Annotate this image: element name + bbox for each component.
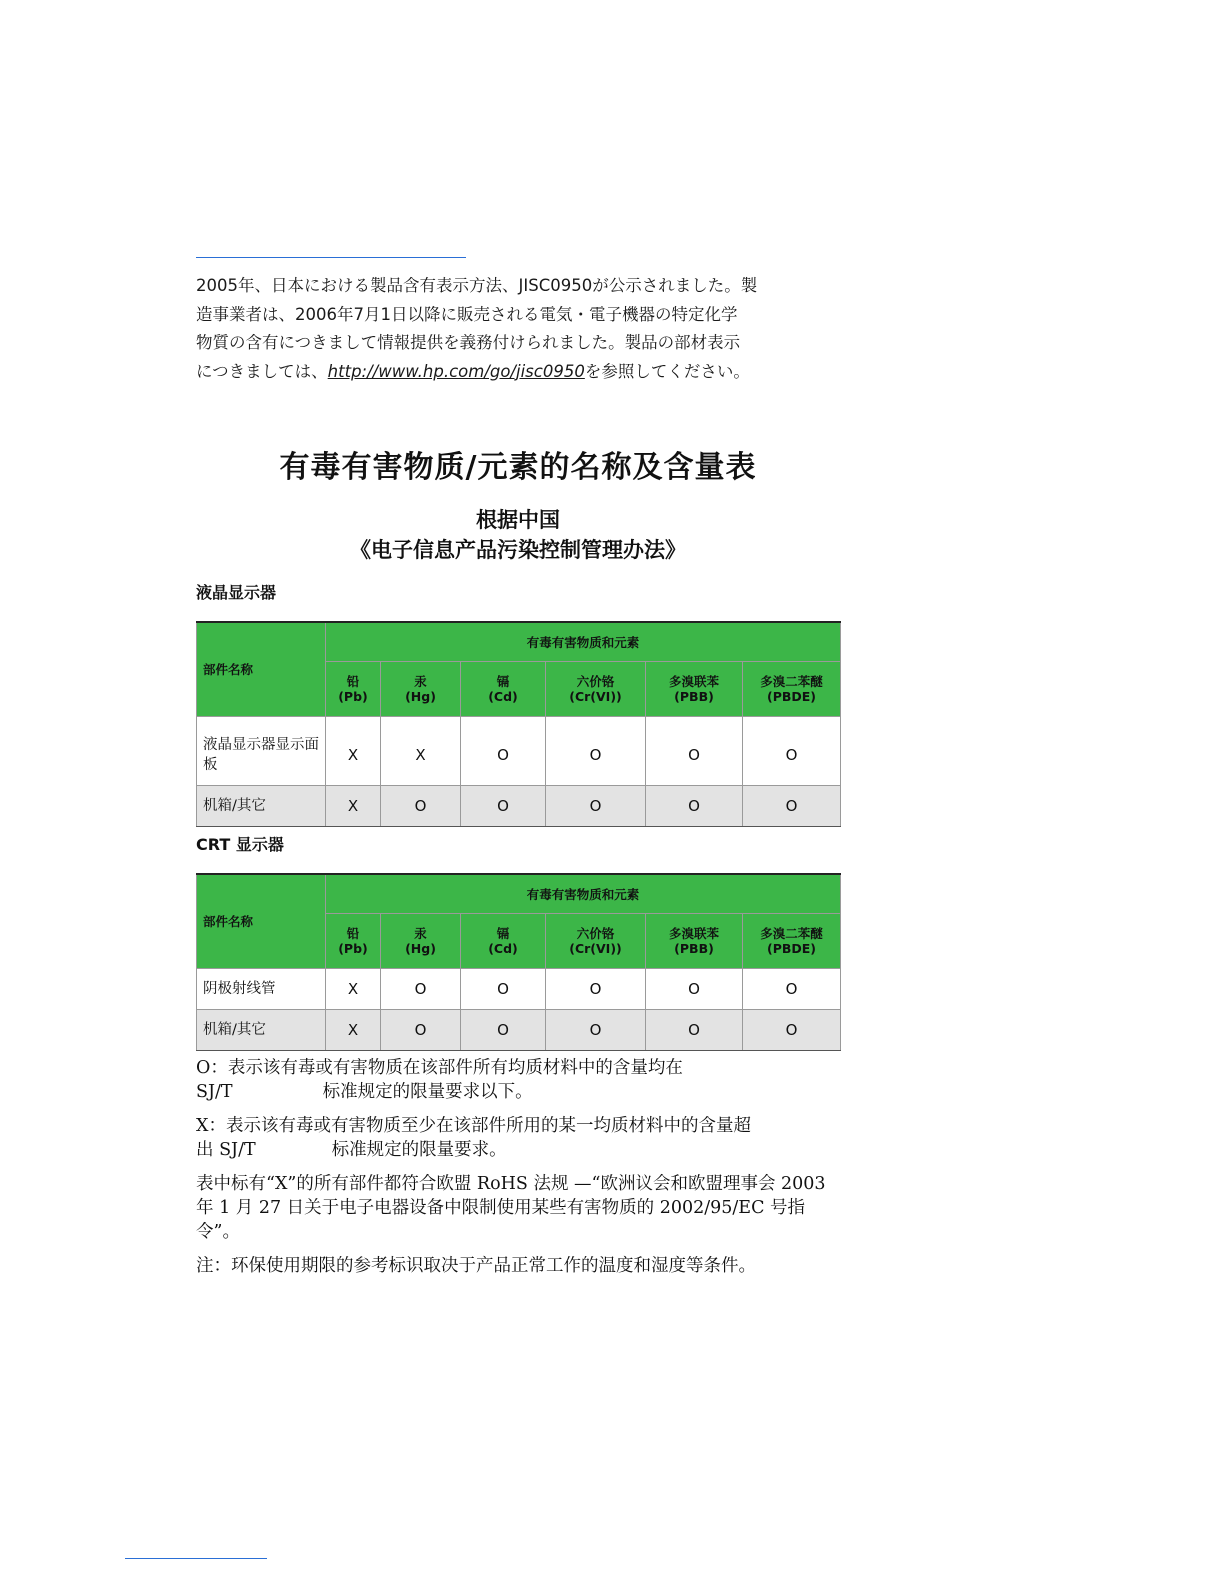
- subtitle-line: 《电子信息产品污染控制管理办法》: [350, 538, 686, 562]
- bottom-divider-line: [125, 1558, 267, 1559]
- environmental-note: 注：环保使用期限的参考标识取决于产品正常工作的温度和湿度等条件。: [196, 1256, 756, 1276]
- pbde-header: 多溴二苯醚 (PBDE): [743, 914, 841, 969]
- legend-notes: [196, 1056, 846, 1288]
- lcd-substance-table: [196, 621, 841, 827]
- notice-line: 造事業者は、2006年7月1日以降に販売される電気・電子機器の特定化学: [196, 304, 738, 324]
- table-row: [197, 717, 841, 786]
- hexavalent-chromium-header: 六价铬 (Cr(VI)): [546, 662, 646, 717]
- substance-group-header: 有毒有害物质和元素: [326, 622, 841, 662]
- substance-group-header: 有毒有害物质和元素: [326, 874, 841, 914]
- component-name: 阴极射线管: [197, 969, 326, 1010]
- crt-section-label: CRT 显示器: [196, 835, 284, 854]
- mercury-header: 汞 (Hg): [381, 914, 461, 969]
- table-cell: O: [743, 1010, 841, 1051]
- table-cell: O: [646, 786, 743, 827]
- lead-header: 铅 (Pb): [326, 914, 381, 969]
- table-cell: O: [381, 969, 461, 1010]
- table-cell: O: [461, 786, 546, 827]
- page-title: 有毒有害物质/元素的名称及含量表: [279, 450, 757, 485]
- table-cell: X: [326, 786, 381, 827]
- pbb-header: 多溴联苯 (PBB): [646, 662, 743, 717]
- table-cell: O: [646, 1010, 743, 1051]
- hexavalent-chromium-header: 六价铬 (Cr(VI)): [546, 914, 646, 969]
- cadmium-header: 镉 (Cd): [461, 914, 546, 969]
- table-cell: O: [546, 717, 646, 786]
- notice-line: 物質の含有につきまして情報提供を義務付けられました。製品の部材表示: [196, 333, 741, 352]
- top-divider-line: [196, 257, 466, 258]
- table-cell: O: [546, 1010, 646, 1051]
- table-cell: O: [381, 786, 461, 827]
- component-name: 机箱/其它: [197, 1010, 326, 1051]
- notice-line: [196, 358, 796, 387]
- pbde-header: 多溴二苯醚 (PBDE): [743, 662, 841, 717]
- x-definition: X：表示该有毒或有害物质至少在该部件所用的某一均质材料中的含量超 出 SJ/T 标准规定的限量要求。: [196, 1116, 751, 1160]
- table-cell: O: [646, 717, 743, 786]
- table-cell: O: [743, 786, 841, 827]
- rohs-statement: 表中标有“X”的所有部件都符合欧盟 RoHS 法规 —“欧洲议会和欧盟理事会 2003 年 1 月 27 日关于电子电器设备中限制使用某些有害物质的 2002/95/EC 号指令”。: [196, 1174, 826, 1242]
- notice-text: につきましては、: [196, 361, 328, 381]
- component-name-header: 部件名称: [197, 622, 326, 717]
- table-cell: O: [461, 969, 546, 1010]
- table-row: [197, 1010, 841, 1051]
- component-name: 液晶显示器显示面板: [197, 717, 326, 786]
- table-cell: X: [326, 969, 381, 1010]
- table-cell: O: [646, 969, 743, 1010]
- table-cell: X: [381, 717, 461, 786]
- table-row: [197, 969, 841, 1010]
- table-cell: O: [743, 969, 841, 1010]
- component-name: 机箱/其它: [197, 786, 326, 827]
- table-cell: X: [326, 717, 381, 786]
- notice-text: を参照してください。: [584, 361, 750, 381]
- table-cell: O: [461, 717, 546, 786]
- notice-line: 2005年、日本における製品含有表示方法、JISC0950が公示されました。製: [196, 276, 758, 295]
- table-cell: O: [381, 1010, 461, 1051]
- mercury-header: 汞 (Hg): [381, 662, 461, 717]
- table-cell: X: [326, 1010, 381, 1051]
- table-cell: O: [743, 717, 841, 786]
- jisc-link[interactable]: http://www.hp.com/go/jisc0950: [327, 361, 585, 381]
- cadmium-header: 镉 (Cd): [461, 662, 546, 717]
- subtitle-line: 根据中国: [476, 508, 560, 532]
- page-subtitle: [196, 505, 840, 565]
- pbb-header: 多溴联苯 (PBB): [646, 914, 743, 969]
- component-name-header: 部件名称: [197, 874, 326, 969]
- crt-substance-table: [196, 873, 841, 1051]
- table-cell: O: [546, 786, 646, 827]
- table-cell: O: [461, 1010, 546, 1051]
- table-cell: O: [546, 969, 646, 1010]
- lead-header: 铅 (Pb): [326, 662, 381, 717]
- o-definition: O：表示该有毒或有害物质在该部件所有均质材料中的含量均在 SJ/T 标准规定的限量要求以下。: [196, 1058, 683, 1102]
- table-row: [197, 786, 841, 827]
- japanese-notice: [196, 272, 796, 386]
- lcd-section-label: 液晶显示器: [196, 583, 277, 602]
